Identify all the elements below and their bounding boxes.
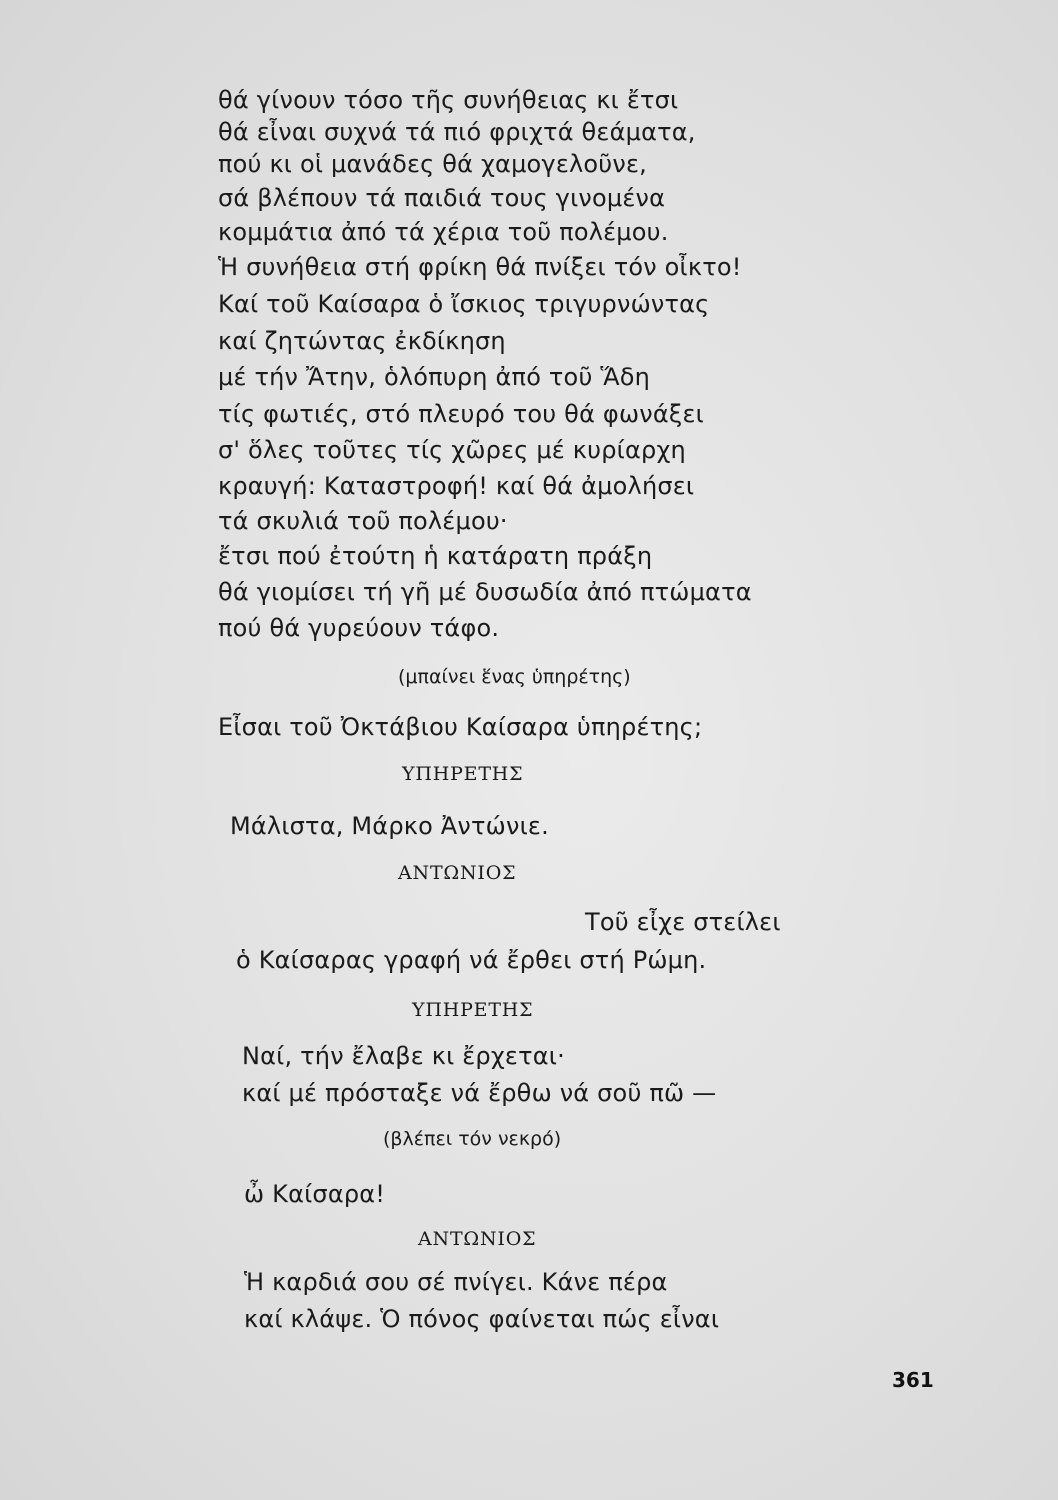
- verse-line: Ἡ καρδιά σου σέ πνίγει. Κάνε πέρα: [244, 1268, 668, 1296]
- verse-line: μέ τήν Ἄτην, ὁλόπυρη ἀπό τοῦ Ἅδη: [218, 363, 651, 391]
- verse-line: σ' ὅλες τοῦτες τίς χῶρες μέ κυρίαρχη: [218, 436, 686, 464]
- verse-line: Καί τοῦ Καίσαρα ὁ ἴσκιος τριγυρνώντας: [218, 290, 710, 318]
- verse-line: θά γίνουν τόσο τῆς συνήθειας κι ἔτσι: [218, 86, 679, 114]
- verse-line: καί κλάψε. Ὁ πόνος φαίνεται πώς εἶναι: [244, 1305, 720, 1333]
- verse-line: θά εἶναι συχνά τά πιό φριχτά θεάματα,: [218, 118, 696, 146]
- verse-line: Μάλιστα, Μάρκο Ἀντώνιε.: [230, 812, 549, 840]
- verse-line: τά σκυλιά τοῦ πολέμου·: [218, 507, 508, 535]
- verse-line: καί μέ πρόσταξε νά ἔρθω νά σοῦ πῶ —: [242, 1079, 717, 1107]
- speaker-name: ΥΠΗΡΕΤΗΣ: [412, 999, 534, 1021]
- stage-direction: (βλέπει τόν νεκρό): [383, 1128, 562, 1150]
- verse-line: ὦ Καίσαρα!: [244, 1180, 386, 1208]
- speaker-name: ΥΠΗΡΕΤΗΣ: [402, 763, 524, 785]
- verse-line: ἔτσι πού ἐτούτη ἡ κατάρατη πράξη: [218, 542, 653, 570]
- verse-line: Τοῦ εἶχε στείλει: [585, 908, 781, 936]
- verse-line: πού κι οἱ μανάδες θά χαμογελοῦνε,: [218, 150, 647, 178]
- verse-line: πού θά γυρεύουν τάφο.: [218, 614, 500, 642]
- speaker-name: ΑΝΤΩΝΙΟΣ: [398, 862, 517, 884]
- stage-direction: (μπαίνει ἕνας ὑπηρέτης): [398, 666, 631, 688]
- verse-line: θά γιομίσει τή γῆ μέ δυσωδία ἀπό πτώματα: [218, 578, 752, 606]
- verse-line: καί ζητώντας ἐκδίκηση: [218, 327, 506, 355]
- verse-line: Ναί, τήν ἔλαβε κι ἔρχεται·: [242, 1042, 565, 1070]
- speaker-name: ΑΝΤΩΝΙΟΣ: [418, 1228, 537, 1250]
- page-number: 361: [892, 1368, 934, 1392]
- verse-line: Ἡ συνήθεια στή φρίκη θά πνίξει τόν οἶκτο!: [218, 253, 742, 281]
- verse-line: κομμάτια ἀπό τά χέρια τοῦ πολέμου.: [218, 218, 669, 246]
- verse-line: Εἶσαι τοῦ Ὀκτάβιου Καίσαρα ὑπηρέτης;: [218, 713, 703, 741]
- verse-line: σά βλέπουν τά παιδιά τους γινομένα: [218, 184, 666, 212]
- verse-line: ὁ Καίσαρας γραφή νά ἔρθει στή Ρώμη.: [236, 946, 707, 974]
- verse-line: τίς φωτιές, στό πλευρό του θά φωνάξει: [218, 400, 704, 428]
- verse-line: κραυγή: Καταστροφή! καί θά ἀμολήσει: [218, 472, 695, 500]
